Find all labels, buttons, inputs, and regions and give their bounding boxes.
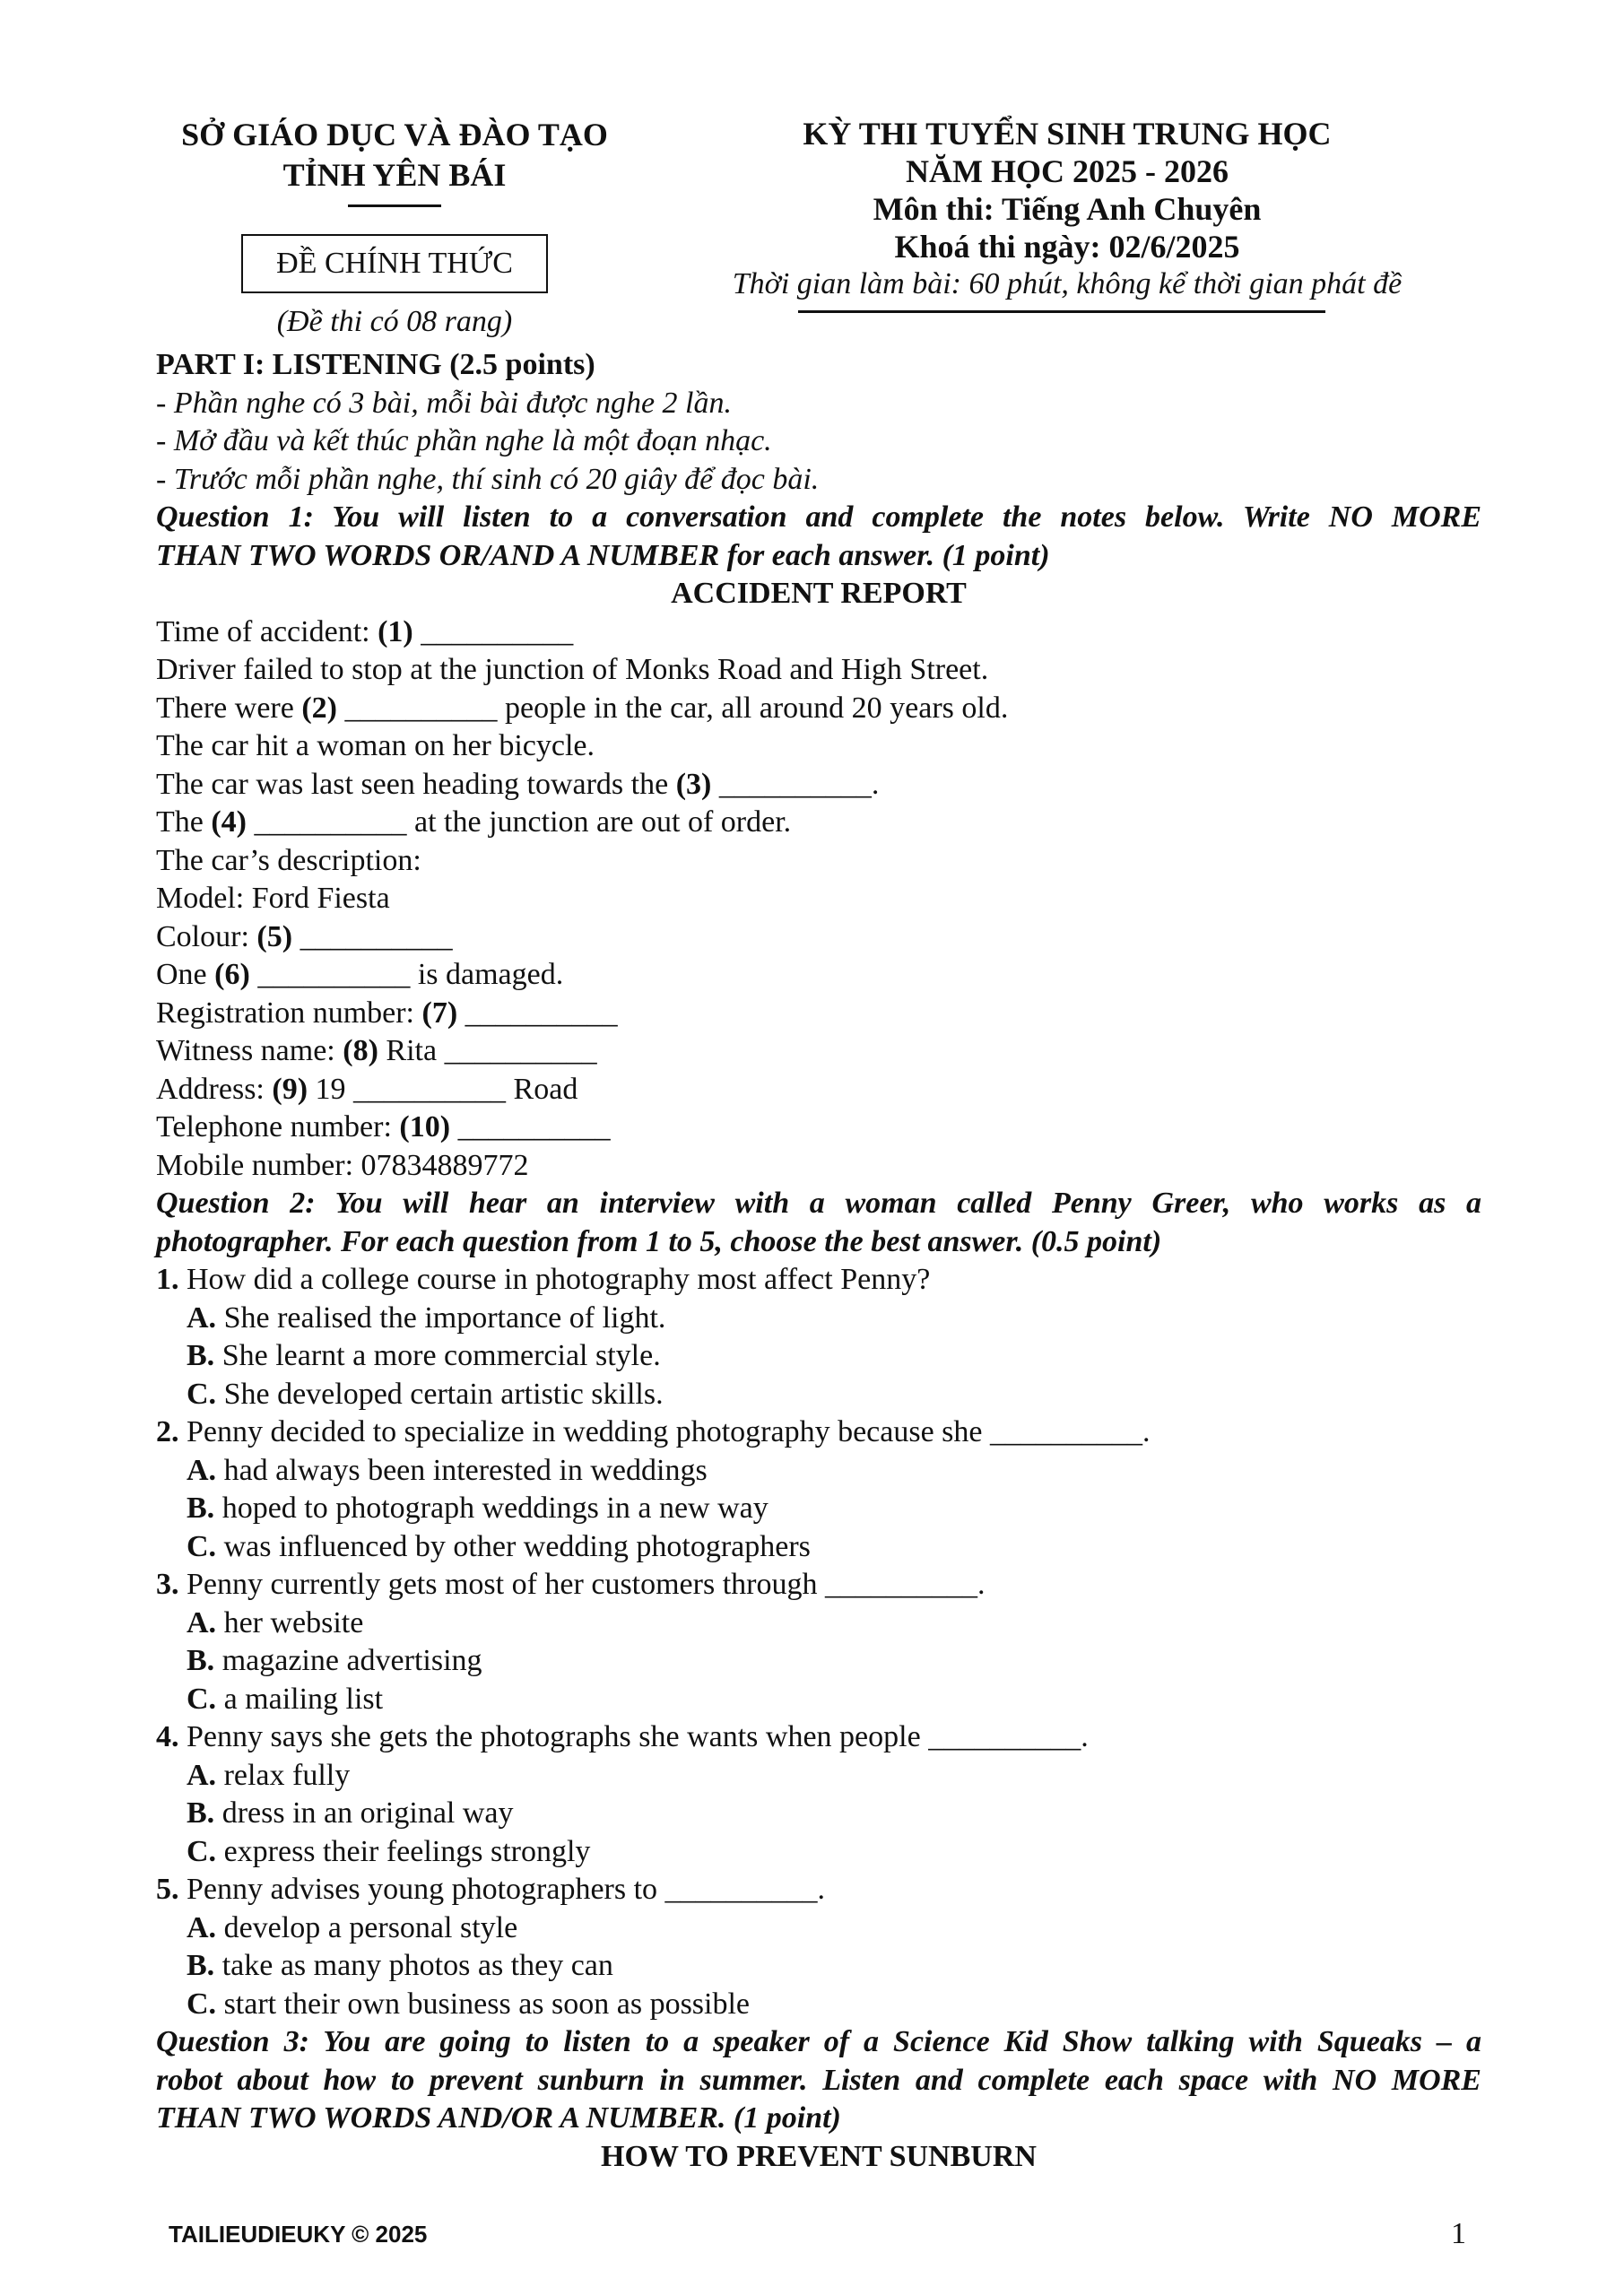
note-line: Time of accident: (1) __________ [156,614,574,648]
part-note: - Phần nghe có 3 bài, mỗi bài được nghe 2 lần. [156,386,732,420]
question-1-heading: ACCIDENT REPORT [671,577,967,610]
note-line: Address: (9) 19 __________ Road [156,1072,578,1106]
exam-title: KỲ THI TUYỂN SINH TRUNG HỌC [803,116,1332,152]
mcq-option: C. was influenced by other wedding photographers [187,1529,811,1563]
note-line: Model: Ford Fiesta [156,882,390,915]
note-line: The car was last seen heading towards the (3) __________. [156,767,880,801]
mcq-option: B. hoped to photograph weddings in a new way [187,1492,769,1525]
mcq-option: A. develop a personal style [187,1910,518,1944]
note-line: There were (2) __________ people in the car, all around 20 years old. [156,691,1009,725]
question-2-instruction: Question 2: You will hear an interview with a woman called Penny Greer, who works as a [156,1187,1481,1220]
mcq-option: B. magazine advertising [187,1644,482,1677]
question-3-instruction: robot about how to prevent sunburn in summer. Listen and complete each space with NO MORE [156,2063,1481,2097]
note-line: Colour: (5) __________ [156,919,453,953]
question-1-instruction: Question 1: You will listen to a conversation and complete the notes below. Write NO MORE [156,500,1481,534]
mcq-option: A. She realised the importance of light. [187,1300,666,1335]
exam-date: Khoá thi ngày: 02/6/2025 [894,229,1240,265]
pages-note: (Đề thi có 08 rang) [276,305,513,338]
note-line: The car’s description: [156,843,421,877]
page-number: 1 [1451,2217,1466,2250]
note-line: The (4) __________ at the junction are out of order. [156,805,792,839]
time-allowed: Thời gian làm bài: 60 phút, không kể thời gian phát đề [732,267,1403,300]
footer-brand: TAILIEUDIEUKY © 2025 [169,2221,428,2248]
note-line: Registration number: (7) __________ [156,996,618,1030]
mcq-option: C. a mailing list [187,1682,384,1716]
part-note: - Trước mỗi phần nghe, thí sinh có 20 giây để đọc bài. [156,462,820,496]
mcq-option: C. start their own business as soon as possible [187,1987,751,2021]
mcq-option: A. had always been interested in weddings [187,1453,708,1487]
mcq-stem: 4. Penny says she gets the photographs she wants when people __________. [156,1720,1089,1753]
note-line: Driver failed to stop at the junction of Monks Road and High Street. [156,653,989,686]
subject: Môn thi: Tiếng Anh Chuyên [873,191,1262,227]
question-3-heading: HOW TO PREVENT SUNBURN [601,2139,1037,2173]
question-2-instruction: photographer. For each question from 1 to 5, choose the best answer. (0.5 point) [156,1224,1162,1258]
department-name: SỞ GIÁO DỤC VÀ ĐÀO TẠO [181,117,608,152]
question-3-instruction: THAN TWO WORDS AND/OR A NUMBER. (1 point) [156,2101,841,2135]
note-line: Mobile number: 07834889772 [156,1148,529,1182]
mcq-option: B. dress in an original way [187,1796,514,1830]
mcq-stem: 1. How did a college course in photography most affect Penny? [156,1263,931,1296]
note-line: The car hit a woman on her bicycle. [156,729,595,762]
mcq-option: C. express their feelings strongly [187,1834,591,1868]
official-stamp-box: ĐỀ CHÍNH THỨC [241,234,548,293]
header-left-divider [348,204,441,207]
mcq-option: B. She learnt a more commercial style. [187,1339,661,1372]
note-line: Witness name: (8) Rita __________ [156,1034,597,1067]
mcq-stem: 2. Penny decided to specialize in wedding photography because she __________. [156,1415,1151,1448]
province-name: TỈNH YÊN BÁI [282,157,507,193]
exam-body [156,346,1481,2176]
question-1-instruction: THAN TWO WORDS OR/AND A NUMBER for each answer. (1 point) [156,538,1050,572]
header-left [143,115,646,342]
mcq-option: C. She developed certain artistic skills. [187,1377,664,1411]
mcq-stem: 5. Penny advises young photographers to __________. [156,1873,826,1906]
part-note: - Mở đầu và kết thúc phần nghe là một đoạn nhạc. [156,424,772,457]
mcq-option: B. take as many photos as they can [187,1949,613,1982]
note-line: One (6) __________ is damaged. [156,958,564,991]
note-line: Telephone number: (10) __________ [156,1110,611,1144]
school-year: NĂM HỌC 2025 - 2026 [906,153,1229,189]
mcq-option: A. her website [187,1605,364,1639]
mcq-option: A. relax fully [187,1758,351,1792]
part-title: PART I: LISTENING (2.5 points) [156,348,595,381]
question-3-instruction: Question 3: You are going to listen to a speaker of a Science Kid Show talking with Squeaks – a [156,2025,1481,2058]
header-right [664,115,1471,313]
header-right-divider [798,310,1325,313]
mcq-stem: 3. Penny currently gets most of her customers through __________. [156,1568,986,1601]
